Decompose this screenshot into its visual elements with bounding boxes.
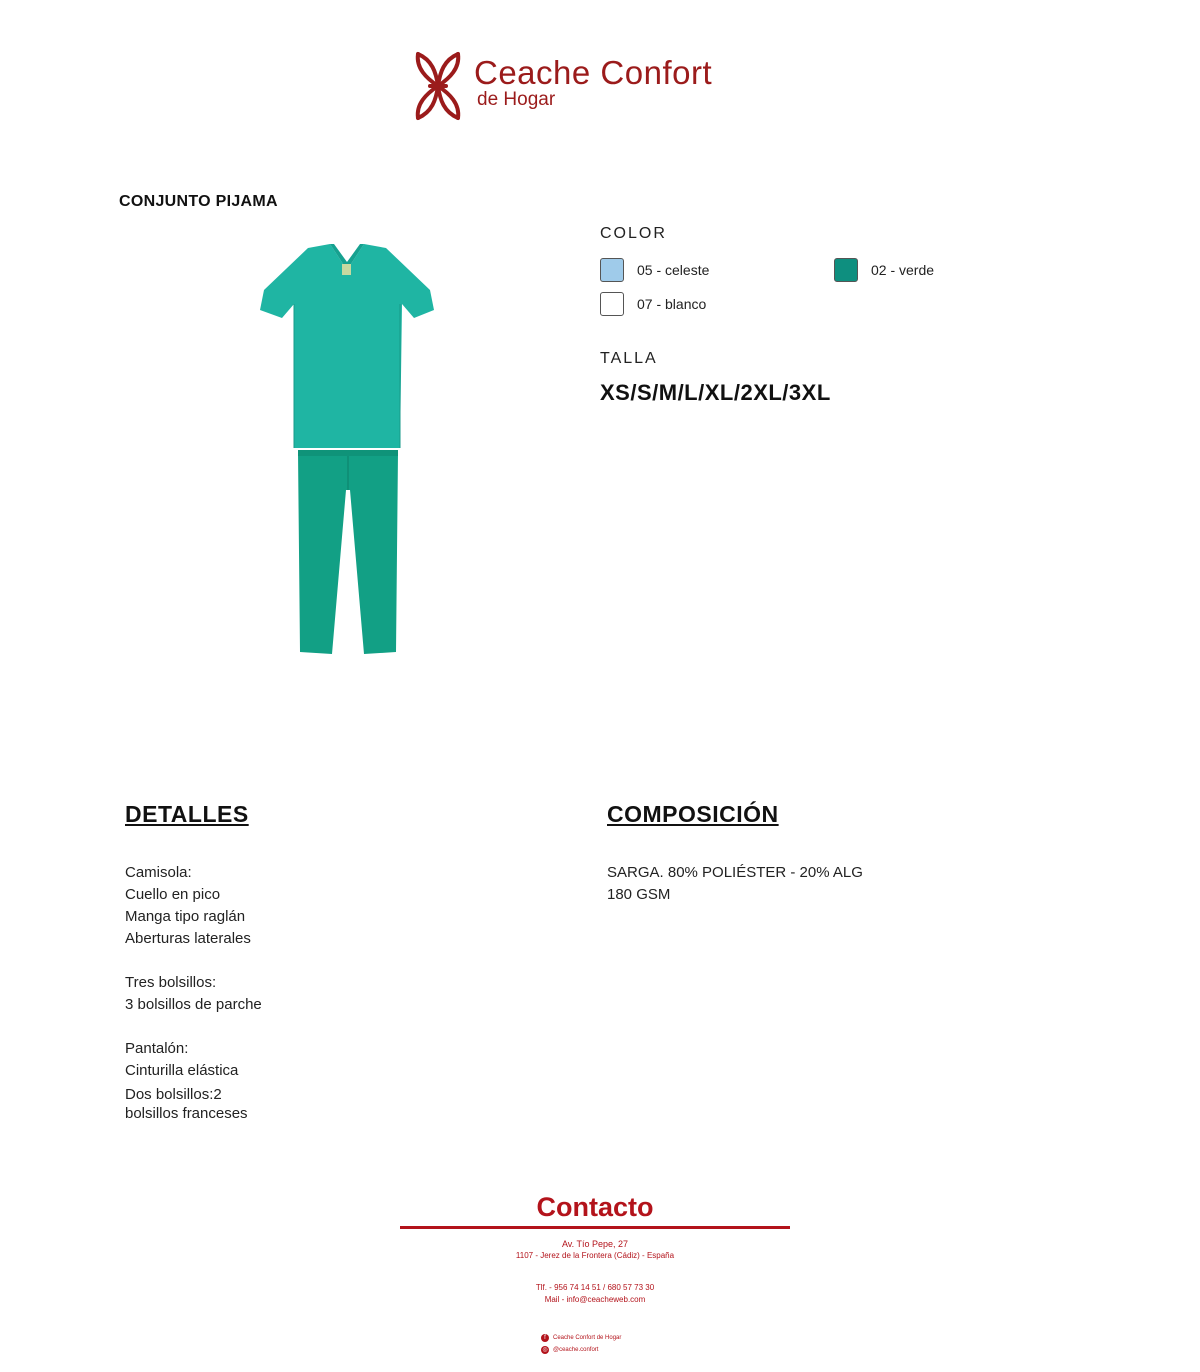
composicion-list: [607, 862, 863, 906]
color-section-label: COLOR: [600, 225, 667, 242]
instagram-label: @ceache.confort: [553, 1347, 599, 1353]
detalles-line: 3 bolsillos de parche: [125, 996, 262, 1013]
scrubs-set-image: [250, 240, 445, 662]
detalles-heading: DETALLES: [125, 801, 249, 827]
composicion-heading: COMPOSICIÓN: [607, 801, 779, 827]
contacto-mail[interactable]: Mail - info@ceacheweb.com: [544, 1295, 646, 1304]
talla-section-label: TALLA: [600, 350, 658, 367]
detalles-line: Pantalón:: [125, 1040, 189, 1057]
brand-subtitle: de Hogar: [477, 89, 556, 110]
color-option-label: 07 - blanco: [637, 296, 707, 312]
instagram-link[interactable]: [541, 1346, 598, 1354]
contacto-address-line2: 1107 - Jerez de la Frontera (Cádiz) - España: [515, 1251, 675, 1260]
detalles-line: Tres bolsillos:: [125, 974, 217, 991]
detalles-line: Cinturilla elástica: [125, 1062, 239, 1079]
color-swatch-celeste: [600, 258, 624, 282]
composicion-line: SARGA. 80% POLIÉSTER - 20% ALG: [607, 864, 863, 881]
spacer: [125, 1016, 262, 1038]
color-swatch-blanco: [600, 292, 624, 316]
contacto-address-line1: Av. Tío Pepe, 27: [561, 1239, 629, 1249]
contacto-divider: [400, 1226, 790, 1229]
color-option-label: 05 - celeste: [637, 262, 710, 278]
brand-logo-icon: [412, 50, 464, 122]
composicion-line: 180 GSM: [607, 886, 671, 903]
spacer: [125, 950, 262, 972]
color-option-label: 02 - verde: [871, 262, 935, 278]
size-list: XS/S/M/L/XL/2XL/3XL: [600, 380, 831, 405]
detalles-line: Camisola:: [125, 864, 192, 881]
detalles-line: Aberturas laterales: [125, 930, 251, 947]
brand-name: Ceache Confort: [474, 54, 713, 91]
detalles-list: [125, 862, 262, 1123]
detalles-line: Manga tipo raglán: [125, 908, 246, 925]
color-swatch-verde: [834, 258, 858, 282]
contacto-title: Contacto: [536, 1192, 654, 1222]
product-title: CONJUNTO PIJAMA: [119, 193, 278, 210]
color-option-celeste[interactable]: [600, 258, 709, 282]
background-watermark: [290, 1085, 312, 1177]
facebook-label: Ceache Confort de Hogar: [553, 1335, 622, 1341]
detalles-line: Dos bolsillos:2: [125, 1086, 222, 1103]
color-option-blanco[interactable]: [600, 292, 706, 316]
facebook-link[interactable]: [541, 1334, 621, 1342]
facebook-icon: f: [541, 1334, 549, 1342]
color-option-verde[interactable]: [834, 258, 934, 282]
detalles-line: bolsillos franceses: [125, 1105, 248, 1122]
instagram-icon: ◎: [542, 1347, 548, 1353]
contacto-phone[interactable]: Tlf. - 956 74 14 51 / 680 57 73 30: [535, 1283, 655, 1292]
detalles-line: Cuello en pico: [125, 886, 221, 903]
